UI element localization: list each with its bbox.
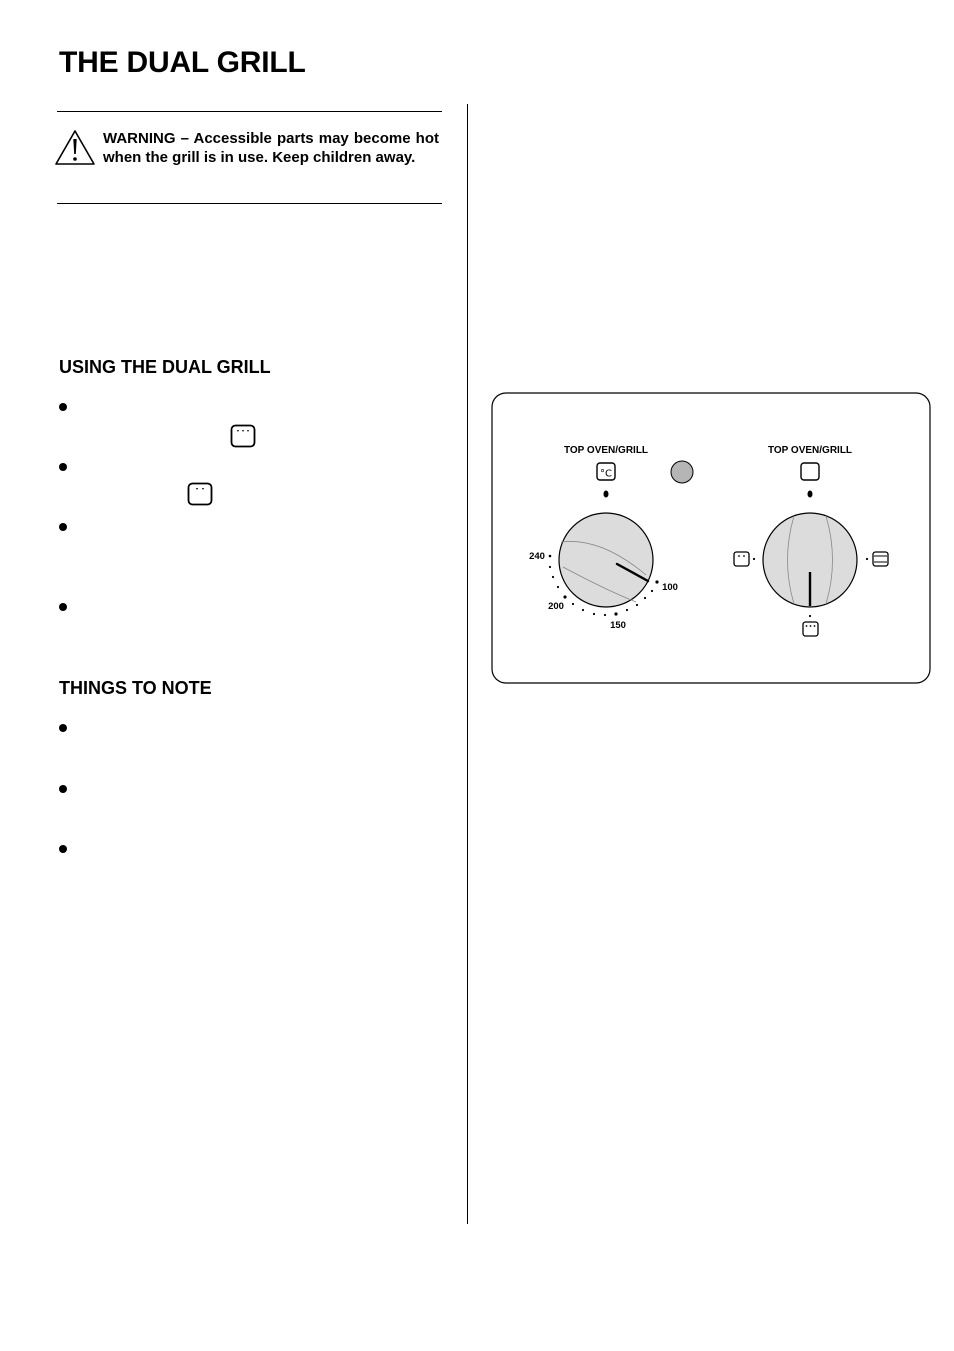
section-heading-using: USING THE DUAL GRILL bbox=[59, 357, 271, 377]
bullet-7 bbox=[59, 845, 67, 853]
top-oven-icon bbox=[873, 552, 888, 566]
indicator-light bbox=[671, 461, 693, 483]
selector-dot-bottom bbox=[809, 615, 811, 617]
single-grill-icon bbox=[187, 482, 213, 506]
column-divider bbox=[467, 104, 468, 1224]
right-knob-marker bbox=[808, 491, 813, 498]
thermostat-icon bbox=[597, 463, 615, 480]
control-panel-frame bbox=[492, 393, 930, 683]
scale-label-200: 200 bbox=[548, 601, 564, 612]
thermostat-knob[interactable] bbox=[559, 513, 653, 607]
section-heading-notes: THINGS TO NOTE bbox=[59, 678, 212, 698]
scale-label-150: 150 bbox=[610, 620, 626, 631]
left-knob-marker bbox=[604, 491, 609, 498]
warning-bottom-rule bbox=[57, 203, 442, 204]
bullet-6 bbox=[59, 785, 67, 793]
page-title: THE DUAL GRILL bbox=[59, 46, 306, 79]
bullet-3 bbox=[59, 523, 67, 531]
bullet-4 bbox=[59, 603, 67, 611]
bullet-2 bbox=[59, 463, 67, 471]
warning-text: WARNING – Accessible parts may become hot when the grill is in use. Keep children away. bbox=[103, 130, 439, 166]
selector-dot-left bbox=[753, 558, 755, 560]
scale-label-100: 100 bbox=[662, 582, 678, 593]
left-knob-label: TOP OVEN/GRILL bbox=[563, 445, 649, 456]
right-knob-label: TOP OVEN/GRILL bbox=[767, 445, 853, 456]
warning-triangle-icon bbox=[54, 129, 96, 167]
svg-text:°C: °C bbox=[600, 468, 612, 480]
single-grill-icon bbox=[734, 552, 749, 566]
selector-dot-right bbox=[866, 558, 868, 560]
warning-top-rule bbox=[57, 111, 442, 112]
dual-grill-icon bbox=[230, 424, 256, 448]
control-panel-diagram bbox=[491, 392, 931, 684]
off-position-icon bbox=[801, 463, 819, 480]
bullet-5 bbox=[59, 724, 67, 732]
scale-label-240: 240 bbox=[529, 551, 545, 562]
dual-grill-icon bbox=[803, 622, 818, 636]
function-selector-knob[interactable] bbox=[763, 513, 857, 607]
bullet-1 bbox=[59, 403, 67, 411]
